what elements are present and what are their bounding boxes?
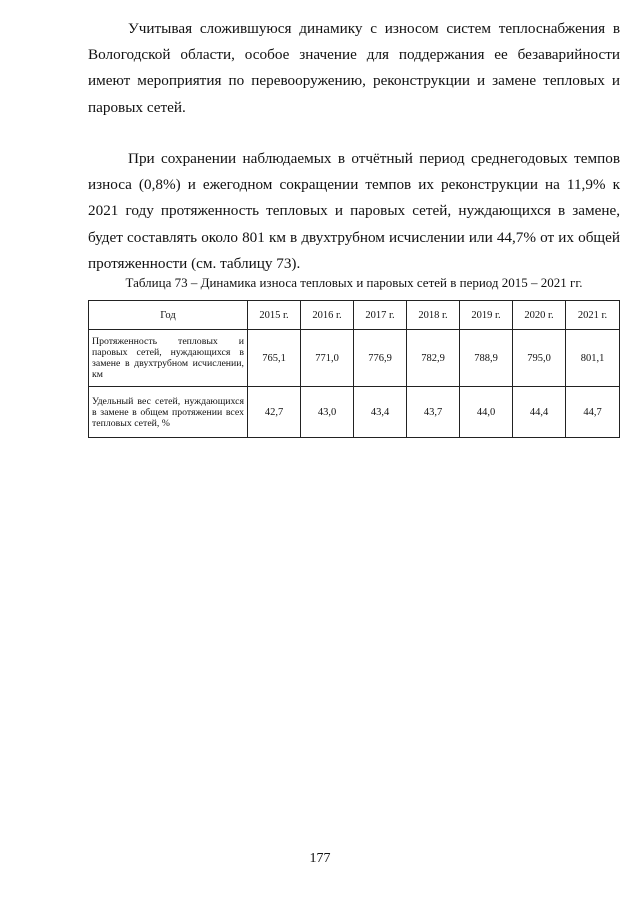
header-year: 2015 г. [248,301,301,330]
table-header-row [89,301,620,330]
page-number: 177 [309,851,331,866]
table-caption: Таблица 73 – Динамика износа тепловых и паровых сетей в период 2015 – 2021 гг. [125,275,583,290]
table-cell: 44,0 [460,387,513,438]
table-cell: 776,9 [354,330,407,387]
table-row [89,330,620,387]
header-year: 2017 г. [354,301,407,330]
table-cell: 42,7 [248,387,301,438]
wear-dynamics-table [88,300,620,438]
header-year: 2020 г. [513,301,566,330]
table-cell: 788,9 [460,330,513,387]
header-year: 2019 г. [460,301,513,330]
paragraph-1: Учитывая сложившуюся динамику с износом систем теплоснабжения в Вологодской области, особое значение для поддержания ее безаварийности имеют мероприятия по перевооружению, реконструкции и замене тепловых и паровых сетей. [88,20,620,116]
table-cell: 801,1 [566,330,620,387]
table-cell: 771,0 [301,330,354,387]
row-label: Протяженность тепловых и паровых сетей, нуждающихся в замене в двухтрубном исчислении, км [89,330,248,387]
row-label: Удельный вес сетей, нуждающихся в замене в общем протяжении всех тепловых сетей, % [89,387,248,438]
paragraph-2: При сохранении наблюдаемых в отчётный период среднегодовых темпов износа (0,8%) и ежегодном сокращении темпов их реконструкции на 11,9% к 2021 году протяженность тепловых и паровых сетей, нуждающихся в замене, будет составлять около 801 км в двухтрубном исчислении или 44,7% от их общей протяженности (см. таблицу 73). [88,150,620,272]
table-row [89,387,620,438]
header-year: 2021 г. [566,301,620,330]
table-cell: 765,1 [248,330,301,387]
header-year: 2016 г. [301,301,354,330]
header-year: 2018 г. [407,301,460,330]
table-cell: 43,7 [407,387,460,438]
table-cell: 44,7 [566,387,620,438]
header-year-label: Год [89,301,248,330]
table-cell: 43,0 [301,387,354,438]
table-cell: 795,0 [513,330,566,387]
table-cell: 782,9 [407,330,460,387]
table-cell: 44,4 [513,387,566,438]
table-cell: 43,4 [354,387,407,438]
